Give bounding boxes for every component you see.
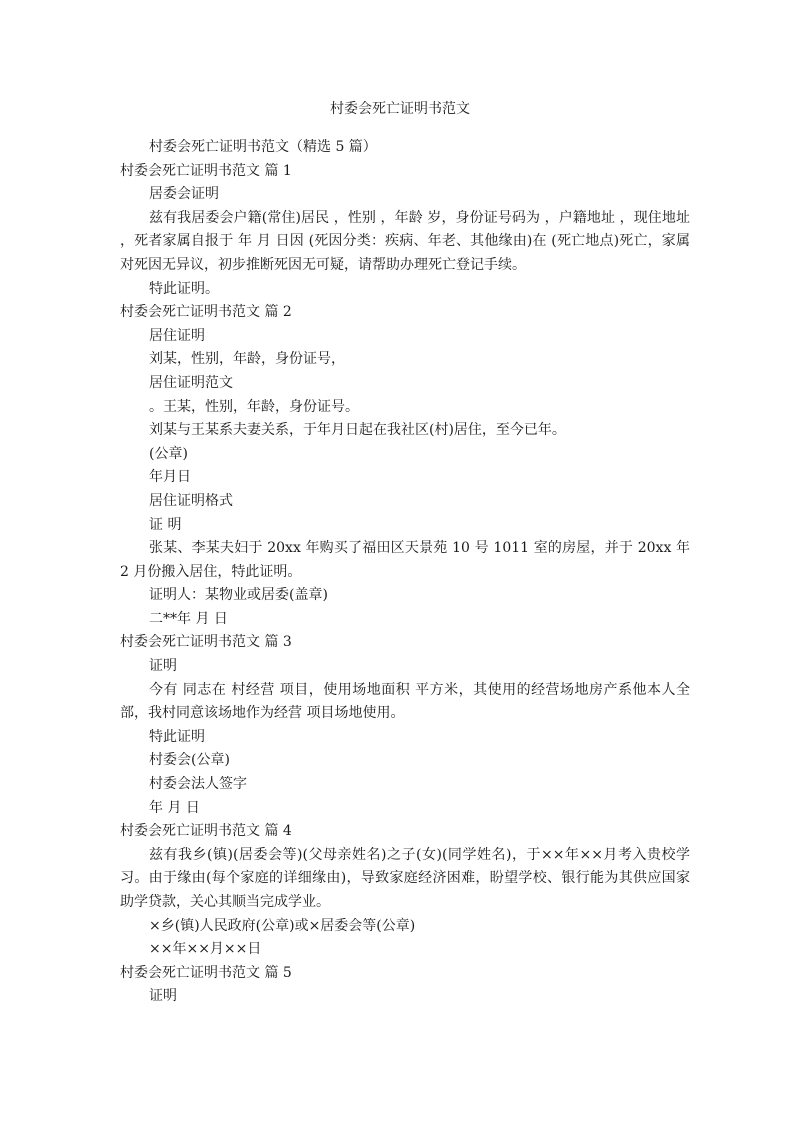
body-paragraph: 二**年 月 日 bbox=[149, 610, 228, 627]
section-heading: 村委会死亡证明书范文 篇 2 bbox=[120, 304, 292, 321]
body-paragraph: 证明 bbox=[149, 988, 177, 1005]
body-paragraph: 兹有我居委会户籍(常住)居民 ，性别 ，年龄 岁，身份证号码为 ，户籍地址 ，现住地址 ，死者家属自报于 年 月 日因 (死因分类：疾病、年老、其他缘由)在 (死亡地点)死亡，家属对死因无异议，初步推断死因无可疑，请帮助办理死亡登记手续。 bbox=[120, 209, 690, 273]
document-title: 村委会死亡证明书范文 bbox=[330, 101, 470, 117]
body-paragraph: ×乡(镇)人民政府(公章)或×居委会等(公章) bbox=[149, 917, 416, 934]
body-paragraph: 刘某，性别，年龄，身份证号， bbox=[149, 351, 345, 368]
body-paragraph: 年月日 bbox=[149, 469, 191, 486]
section-heading: 村委会死亡证明书范文 篇 5 bbox=[120, 964, 292, 981]
section-heading: 村委会死亡证明书范文 篇 1 bbox=[120, 162, 292, 179]
body-paragraph: 居委会证明 bbox=[149, 186, 219, 203]
body-paragraph: 村委会死亡证明书范文（精选 5 篇） bbox=[149, 139, 377, 155]
body-paragraph: 居住证明格式 bbox=[149, 492, 233, 509]
body-paragraph: 张某、李某夫妇于 20xx 年购买了福田区天景苑 10 号 1011 室的房屋，并于 20xx 年 2 月份搬入居住，特此证明。 bbox=[120, 540, 690, 580]
body-paragraph: 年 月 日 bbox=[149, 799, 200, 816]
section-heading: 村委会死亡证明书范文 篇 3 bbox=[120, 634, 292, 651]
body-paragraph: 居住证明范文 bbox=[149, 374, 233, 391]
body-paragraph: 证 明 bbox=[149, 516, 182, 533]
body-paragraph: 证明人：某物业或居委(盖章) bbox=[149, 587, 328, 604]
body-paragraph: 今有 同志在 村经营 项目，使用场地面积 平方米，其使用的经营场地房产系他本人全部，我村同意该场地作为经营 项目场地使用。 bbox=[120, 681, 690, 722]
body-paragraph: 。王某，性别，年龄，身份证号。 bbox=[149, 398, 359, 415]
body-paragraph: 证明 bbox=[149, 658, 177, 675]
body-paragraph: 兹有我乡(镇)(居委会等)(父母亲姓名)之子(女)(同学姓名)，于××年××月考入贵校学习。由于缘由(每个家庭的详细缘由)，导致家庭经济困难，盼望学校、银行能为其供应国家助学贷款，关心其顺当完成学业。 bbox=[120, 846, 690, 910]
body-paragraph: 特此证明 bbox=[149, 728, 205, 745]
body-paragraph: 居住证明 bbox=[149, 327, 205, 344]
body-paragraph: 村委会法人签字 bbox=[149, 776, 247, 793]
body-paragraph: ××年××月××日 bbox=[149, 941, 262, 958]
body-paragraph: (公章) bbox=[149, 445, 188, 462]
section-heading: 村委会死亡证明书范文 篇 4 bbox=[120, 823, 292, 840]
document-body bbox=[120, 136, 690, 1009]
body-paragraph: 刘某与王某系夫妻关系，于年月日起在我社区(村)居住，至今已年。 bbox=[149, 422, 566, 439]
body-paragraph: 特此证明。 bbox=[149, 280, 219, 297]
body-paragraph: 村委会(公章) bbox=[149, 752, 230, 769]
